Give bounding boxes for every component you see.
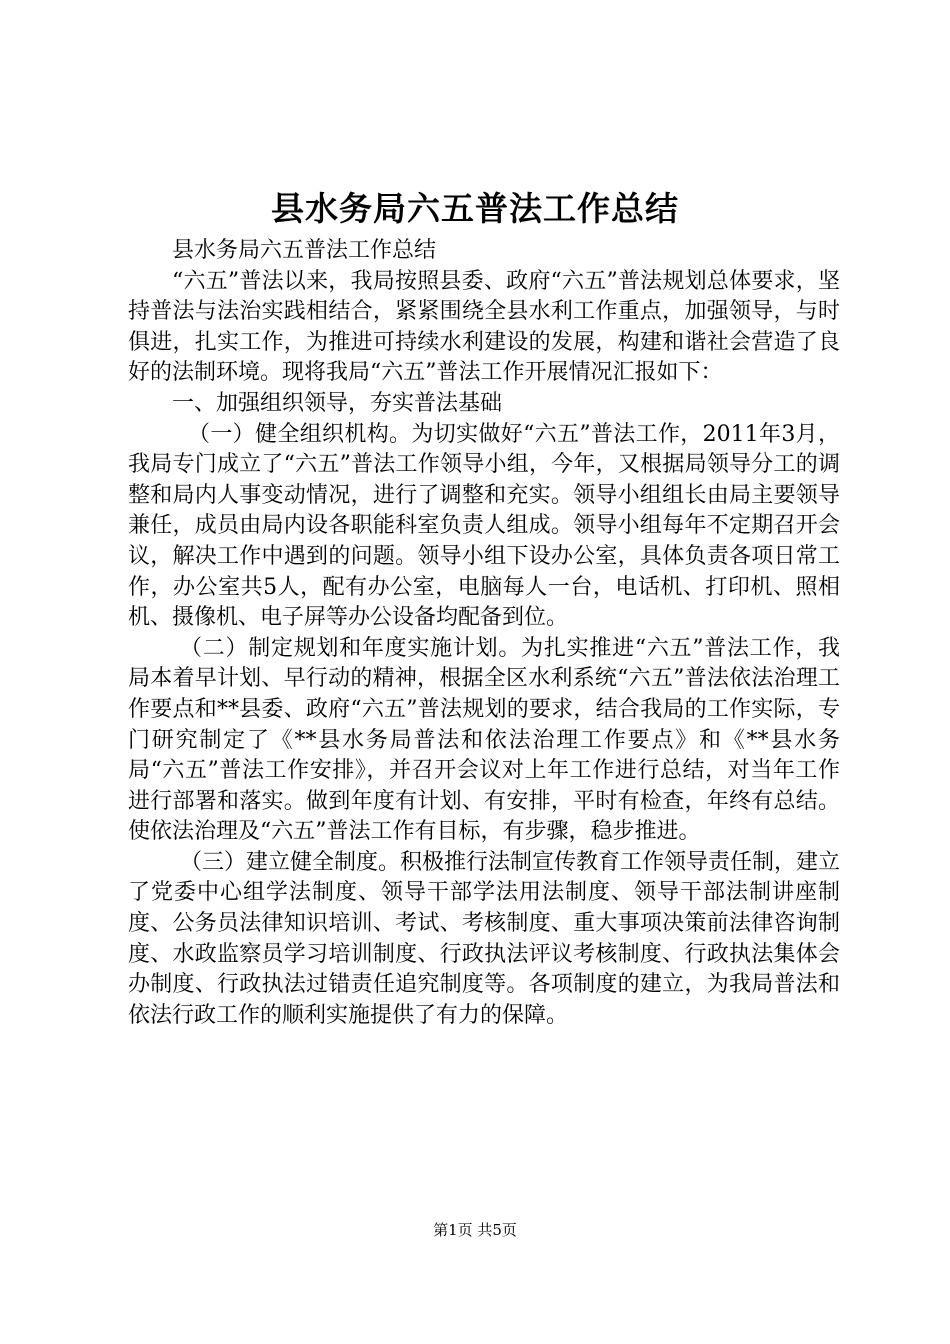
section-heading-1: 一、加强组织领导，夯实普法基础 <box>172 390 503 416</box>
paragraph-intro: “六五”普法以来，我局按照县委、政府“六五”普法规划总体要求，坚持普法与法治实践相结合，紧紧围绕全县水利工作重点，加强领导，与时俱进，扎实工作，为推进可持续水利建设的发展，构建和谐社会营造了良好的法制环境。现将我局“六五”普法工作开展情况汇报如下： <box>128 268 840 386</box>
paragraph-item-3: （三）建立健全制度。积极推行法制宣传教育工作领导责任制，建立了党委中心组学法制度、领导干部学法用法制度、领导干部法制讲座制度、公务员法律知识培训、考试、考核制度、重大事项决策前法律咨询制度、水政监察员学习培训制度、行政执法评议考核制度、行政执法集体会办制度、行政执法过错责任追究制度等。各项制度的建立，为我局普法和依法行政工作的顺利实施提供了有力的保障。 <box>128 849 841 1028</box>
document-subtitle: 县水务局六五普法工作总结 <box>172 238 437 263</box>
paragraph-item-2: （二）制定规划和年度实施计划。为扎实推进“六五”普法工作，我局本着早计划、早行动的精神，根据全区水利系统“六五”普法依法治理工作要点和**县委、政府“六五”普法规划的要求，结合我局的工作实际，专门研究制定了《**县水务局普法和依法治理工作要点》和《**县水务局“六五”普法工作安排》，并召开会议对上年工作进行总结，对当年工作进行部署和落实。做到年度有计划、有安排，平时有检查，年终有总结。使依法治理及“六五”普法工作有目标，有步骤，稳步推进。 <box>128 635 840 845</box>
document-title: 县水务局六五普法工作总结 <box>271 189 679 228</box>
document-body <box>128 236 840 1031</box>
page-footer: 第1页 共5页 <box>433 1221 517 1239</box>
paragraph-item-1: （一）健全组织机构。为切实做好“六五”普法工作，2011年3月，我局专门成立了“六五”普法工作领导小组，今年，又根据局领导分工的调整和局内人事变动情况，进行了调整和充实。领导小组组长由局主要领导兼任，成员由局内设各职能科室负责人组成。领导小组每年不定期召开会议，解决工作中遇到的问题。领导小组下设办公室，具体负责各项日常工作，办公室共5人，配有办公室，电脑每人一台，电话机、打印机、照相机、摄像机、电子屏等办公设备均配备到位。 <box>128 421 840 631</box>
